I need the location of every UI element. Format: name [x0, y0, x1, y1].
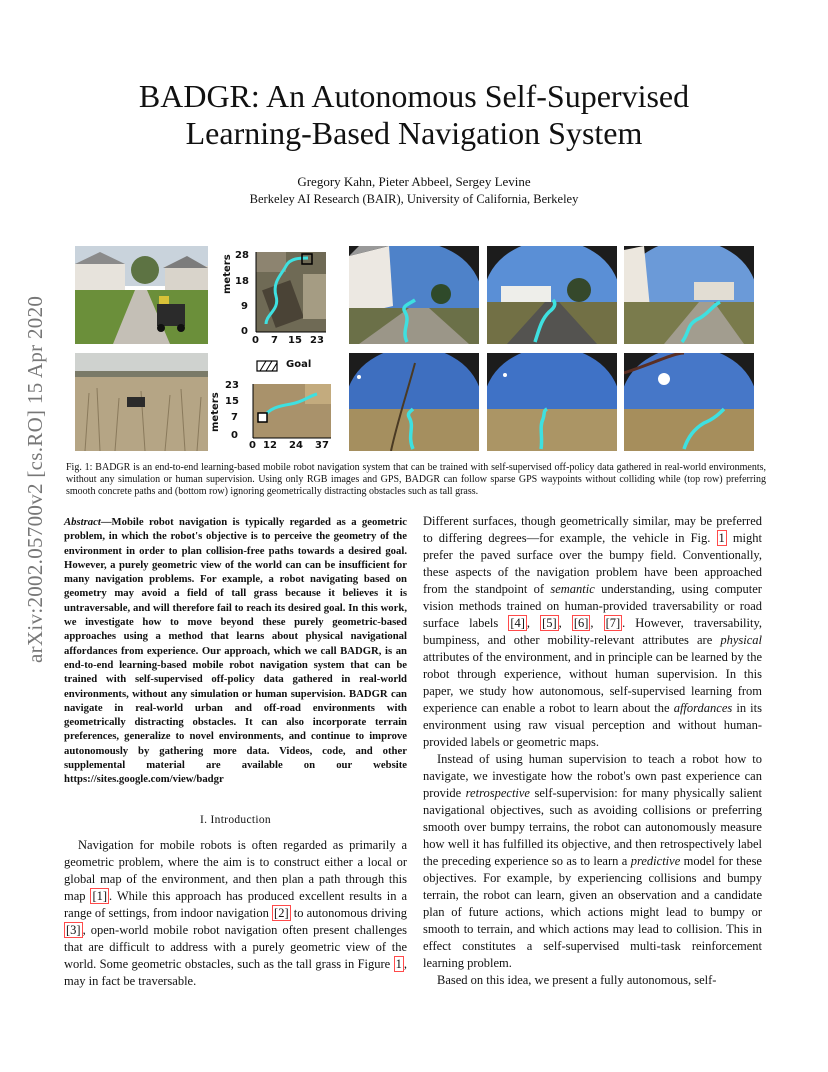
emphasis-term: retrospective	[465, 786, 530, 800]
map-bottom-xtick: 24	[289, 440, 303, 451]
map-bottom-ytick: 7	[231, 412, 238, 423]
map-top-xtick: 7	[271, 335, 278, 346]
figure-link[interactable]: 1	[718, 531, 725, 545]
figure-legend	[256, 358, 326, 374]
abstract-lead: Abstract	[64, 516, 101, 528]
citation-link[interactable]: [3]	[66, 923, 81, 937]
intro-text: , may in fact be traversable.	[64, 957, 407, 988]
citation-link[interactable]: [7]	[605, 616, 621, 630]
camera-frame-grass-1	[349, 353, 479, 451]
emphasis-term: affordances	[673, 701, 733, 715]
goal-hatch-icon	[256, 360, 278, 372]
body-text: . However, traversability, bumpiness, and other mobility-relevant attributes are	[423, 616, 763, 647]
affiliation: Berkeley AI Research (BAIR), University of California, Berkeley	[249, 192, 579, 206]
camera-frame-grass-2	[487, 353, 617, 451]
body-text: in its environment using raw visual perception and without human-provided labels or geometric maps.	[423, 701, 762, 749]
body-text: attributes of the environment, and in principle can be learned by the robot through experience, without human supervision. In this paper, we study how autonomous, self-supervised learning from experience can enable a robot to learn about the	[423, 650, 762, 715]
citation-link[interactable]: [5]	[542, 616, 557, 630]
title-line-1: BADGR: An Autonomous Self-Supervised	[138, 78, 690, 114]
right-column: Different surfaces, though geometrically similar, may be preferred to differing degrees—for example, the vehicle in Fig. 1 might prefer the paved surface over the bumpy field. Conventionally, these aspects of the navigation problem have been approached from the standpoint of semantic understanding, using computer vision methods trained on human-provided traversability or road surface labels [4] , [5] , [6] , [7] . However, traversability, bumpiness, and other mobility-relevant attributes are physical attributes of the environment, and in principle can be learned by the robot through experience, without human supervision. In this paper, we study how autonomous, self-supervised learning from experience can enable a robot to learn about the affordances in its environment using raw visual perception and without human-provided labels or geometric maps. Instead of using human supervision to teach a robot how to navigate, we investigate how the robot's own past experience can provide retrospective self-supervision: for many physically salient navigational objectives, such as avoiding collisions or preferring smooth over bumpy terrains, the robot can autonomously measure how well it has fulfilled its objective, and then retrospectively label the preceding experience so as to learn a predictive model for these objectives. For example, by experiencing collisions and bumpy terrain, the robot can learn, given an observation and a candidate plan of future actions, which actions might lead to bumpy or smooth to terrain, and which actions may lead to collision. This in effect constitutes a self-supervised multi-task reinforcement learning problem. Based on this idea, we present a fully autonomous, self-	[423, 514, 763, 987]
emphasis-term: physical	[720, 633, 762, 647]
emphasis-term: semantic	[550, 582, 595, 596]
map-bottom-ytick: 0	[231, 430, 238, 441]
legend-goal-label: Goal	[286, 359, 312, 370]
figure-link[interactable]: 1	[395, 957, 402, 971]
map-bottom-xtick: 37	[315, 440, 329, 451]
photo-robot-grass	[75, 353, 208, 451]
body-text: might prefer the paved surface over the bumpy field. Conventionally, these aspects of the navigation problem have been approached from the standpoint of	[423, 531, 763, 596]
body-text: Instead of using human supervision to teach a robot how to navigate, we investigate how the robot's own past experience can provide	[423, 752, 762, 800]
map-bottom	[205, 378, 335, 454]
abstract-body: —Mobile robot navigation is typically regarded as a geometric problem, in which the robot's objective is to perceive the geometry of the environment in order to plan collision-free paths towards a desired goal. However, a purely geometric view of the world can can be insufficient for many navigation problems. For example, a robot navigating based on geometry may avoid a field of tall grass because it believes it is untraversable, and will therefore fail to reach its desired goal. In this work, we investigate how to move beyond these purely geometric-based approaches using a method that learns about physical navigational affordances from experience. Our approach, which we call BADGR, is an end-to-end learning-based mobile robot navigation system that can be trained with self-supervised off-policy data gathered in real-world environments, without any simulation or human supervision. BADGR can navigate in real-world urban and off-road environments with geometrically distracting obstacles. It can also incorporate terrain preferences, generalize to novel environments, and continue to improve autonomously by gathering more data. Videos, code, and other supplemental material are available on our website https://sites.google.com/view/badgr	[64, 516, 407, 786]
intro-text: Navigation for mobile robots is often regarded as primarily a geometric problem, where the aim is to construct either a local or global map of the environment, and then plan a path through this map	[64, 838, 407, 903]
map-bottom-ytick: 23	[225, 380, 239, 391]
intro-paragraph	[64, 837, 407, 990]
camera-frame-urban-2	[487, 246, 617, 344]
map-top-ytick: 28	[235, 250, 249, 261]
figure-caption: Fig. 1: BADGR is an end-to-end learning-based mobile robot navigation system that can be trained with self-supervised off-policy data gathered in real-world environments, without any simulation or human supervision. Using only RGB images and GPS, BADGR can follow sparse GPS waypoints without colliding while (top row) preferring smooth concrete paths and (bottom row) ignoring geometrically distracting obstacles such as tall grass.	[66, 462, 766, 497]
body-text: model for these objectives. For example, by experiencing collisions and bumpy terrain, the robot can learn, given an observation and a candidate plan of future actions, which actions might lead to bumpy or smooth to terrain, and which actions may lead to collision. This in effect constitutes a self-supervised multi-task reinforcement learning problem.	[423, 854, 762, 970]
author-list: Gregory Kahn, Pieter Abbeel, Sergey Levine	[297, 174, 531, 189]
map-top-ytick: 0	[241, 326, 248, 337]
body-text: understanding, using computer vision methods trained on human-provided traversability or road surface labels	[423, 582, 762, 630]
citation-link[interactable]: [2]	[274, 906, 289, 920]
title-line-2: Learning-Based Navigation System	[185, 115, 643, 151]
arxiv-identifier: arXiv:2002.05700v2 [cs.RO] 15 Apr 2020	[23, 295, 47, 663]
map-top-ylabel: meters	[222, 254, 233, 294]
citation-link[interactable]: [1]	[92, 889, 108, 903]
section-heading: I. Introduction	[200, 814, 271, 826]
body-text: Based on this idea, we present a fully autonomous, self-	[437, 973, 717, 987]
map-top-xtick: 15	[288, 335, 302, 346]
map-bottom-ytick: 15	[225, 396, 239, 407]
map-bottom-xtick: 12	[263, 440, 277, 451]
body-text: Different surfaces, though geometrically similar, may be preferred to differing degrees—for example, the vehicle in Fig.	[423, 514, 762, 545]
camera-frame-urban-1	[349, 246, 479, 344]
map-top-xtick: 23	[310, 335, 324, 346]
camera-frame-grass-3	[624, 353, 754, 451]
map-bottom-xtick: 0	[249, 440, 256, 451]
abstract	[64, 515, 407, 787]
photo-robot-sidewalk	[75, 246, 208, 344]
citation-link[interactable]: [6]	[573, 616, 589, 630]
camera-frame-urban-3	[624, 246, 754, 344]
map-top-xtick: 0	[252, 335, 259, 346]
intro-text: , open-world mobile robot navigation often present challenges that are difficult to address with a purely geometric view of the world. Some geometric obstacles, such as the tall grass in Figure	[64, 923, 407, 971]
intro-text: . While this approach has produced excellent results in a range of settings, from indoor navigation	[64, 889, 407, 920]
body-text: self-supervision: for many physically salient navigational objectives, such as avoiding collisions or preferring smooth over bumpy terrains, the robot can autonomously measure how well it has fulfilled its objective, and then retrospectively label the preceding experience so as to learn a	[423, 786, 762, 868]
map-top-ytick: 9	[241, 301, 248, 312]
intro-text: to autonomous driving	[290, 906, 407, 920]
map-top	[218, 244, 333, 349]
emphasis-term: predictive	[630, 854, 681, 868]
map-bottom-ylabel: meters	[210, 392, 221, 432]
paper-title	[60, 78, 768, 152]
map-top-ytick: 18	[235, 276, 249, 287]
citation-link[interactable]: [4]	[510, 616, 525, 630]
